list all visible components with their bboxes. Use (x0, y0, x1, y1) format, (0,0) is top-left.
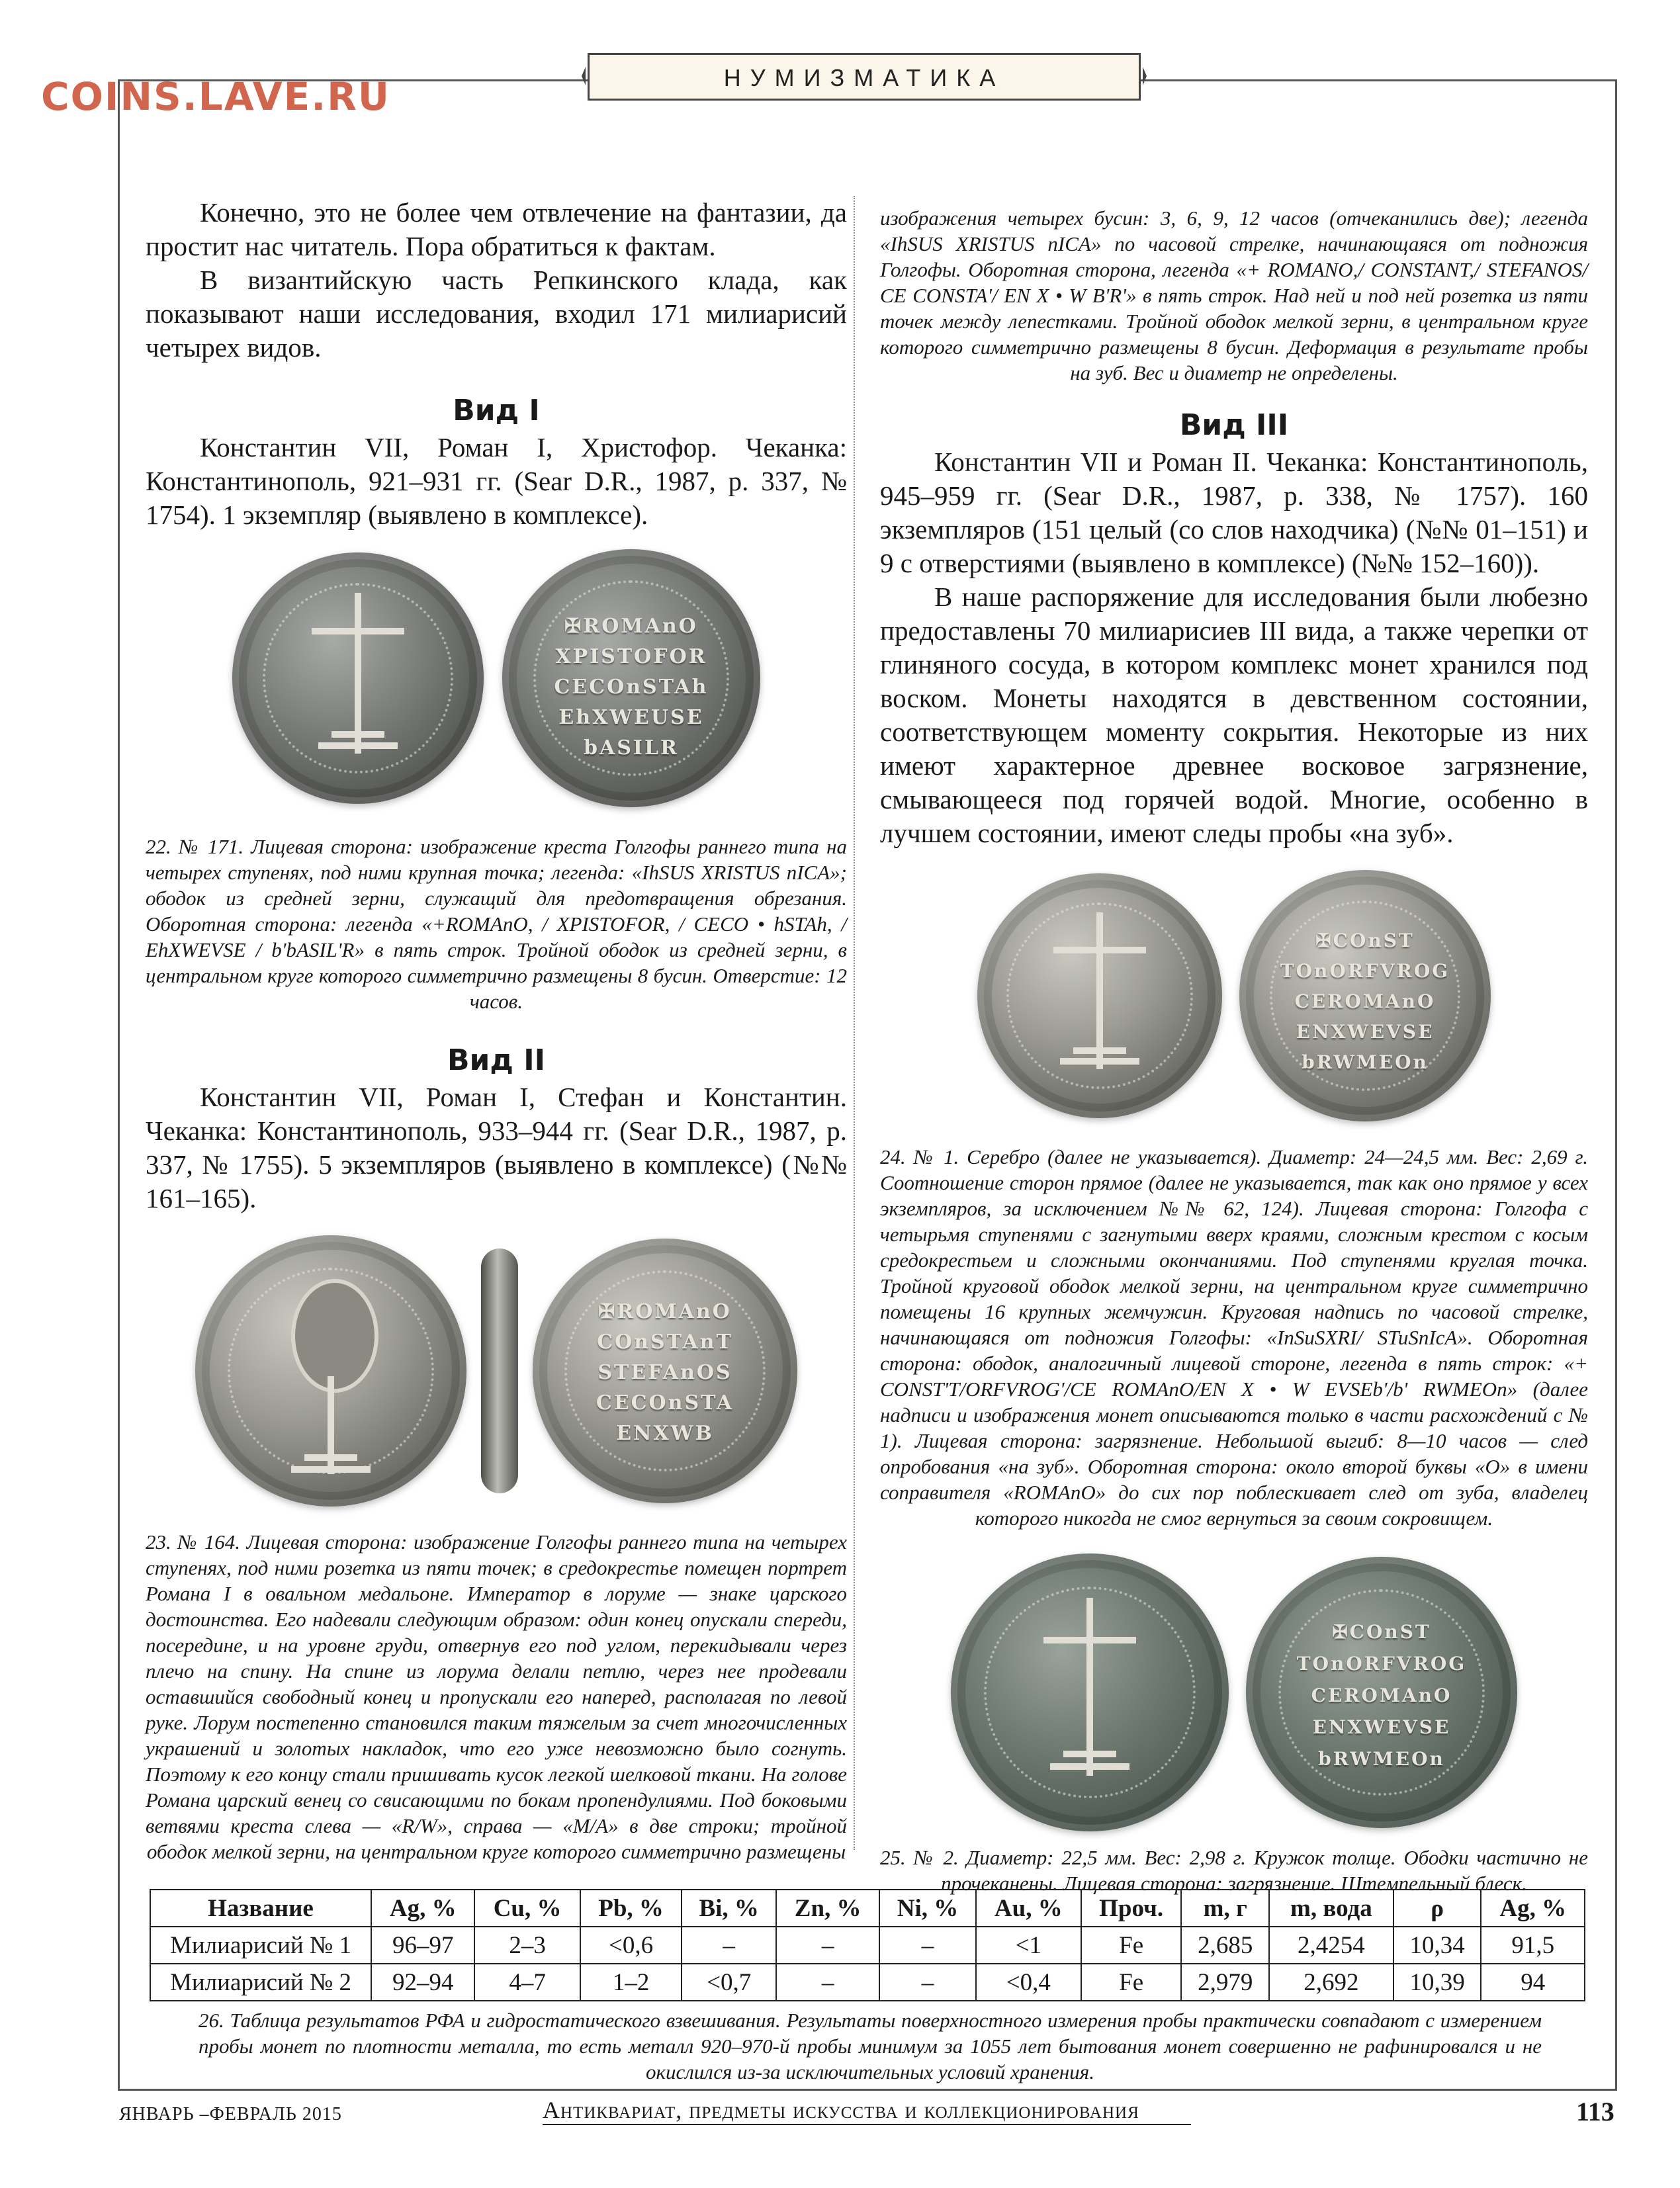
table-header: Cu, % (474, 1890, 580, 1927)
table-cell: <0,7 (682, 1964, 775, 2001)
figure-24-caption: 24. № 1. Серебро (далее не указывается). Диаметр: 24—24,5 мм. Вес: 2,69 г. Соотношение сторон прямое (далее не указывается, так как оно прямое у всех экземпляров, за исключением №№ 62, 124). Лицевая сторона: Голгофа с четырьмя ступенями с загнутыми вверх краями, сложным крестом с косым средокрестьем и сложными окончаниями. Под ступенями круглая точка. Тройной круговой ободок мелкой зерни, на центральном круге симметрично помещены 16 крупных жемчужин. Круговая надпись по часовой стрелке, начинающаяся от подножия Голгофы: «InSuSXRI/ STuSnIcA». Оборотная сторона: ободок, аналогичный лицевой стороне, легенда в пять строк: «+ CONST'T/ORFVROG'/CE ROMAnO/EN X • W EVSEb'/b' RWMEOn» (далее надписи и изображения монет описываются только в части расхождений с № 1). Лицевая сторона: загрязнение. Небольшой выгиб: 8—10 часов — след опробования «на зуб». Оборотная сторона: около второй буквы «O» в имени соправителя «ROMAnO» до сих пор поблескивает след от зуба, владелец которого никогда не смог вернуться за своим сокровищем. (880, 1145, 1588, 1530)
page-number: 113 (1576, 2097, 1614, 2126)
table-cell: – (776, 1927, 880, 1964)
table-cell: 2,692 (1269, 1964, 1393, 2001)
table-header: ρ (1393, 1890, 1481, 1927)
table-cell: <1 (976, 1927, 1081, 1964)
table-cell: 4–7 (474, 1964, 580, 2001)
column-divider (854, 196, 855, 1850)
coin-22-images (146, 549, 847, 807)
intro-paragraph-2: В византийскую часть Репкинского клада, как показывают наши исследования, входил 171 милиарисий четырех видов. (146, 265, 847, 363)
table-cell: Fe (1081, 1964, 1181, 2001)
table-header: Ag, % (371, 1890, 474, 1927)
table-cell: – (776, 1964, 880, 2001)
coin-23-reverse (533, 1239, 797, 1503)
table-cell: 94 (1481, 1964, 1585, 2001)
heading-type-2: Вид II (447, 1043, 545, 1077)
left-column (146, 196, 847, 1864)
table-cell: 96–97 (371, 1927, 474, 1964)
coin-25-reverse (1246, 1557, 1517, 1828)
table-header: Au, % (976, 1890, 1081, 1927)
issue-date: ЯНВАРЬ –ФЕВРАЛЬ 2015 (119, 2104, 342, 2124)
coin-24-reverse (1239, 870, 1491, 1121)
magazine-title: Антиквариат, предметы искусства и коллекционирования (543, 2097, 1139, 2123)
figure-23-caption: 23. № 164. Лицевая сторона: изображение Голгофы раннего типа на четырех ступенях, под ними розетка из пяти точек; в средокрестье помещен портрет Романа I в овальном медальоне. Император в лоруме — знаке царского достоинства. Его надевали следующим образом: один конец опускали спереди, посередине, и на уровне груди, отвернув его под углом, перекидывали через плечо на спину. На спине из лорума делали петлю, через нее продевали оставшийся свободный конец и пропускали его наперед, располагая по левой руке. Лорум постепенно становился таким тяжелым за счет многочисленных украшений и золотых накладок, что его уже невозможно было согнуть. Поэтому к его концу стали пришивать кусок легкой шелковой ткани. На голове Романа царский венец со свисающими по бокам пропендулиями. Под боковыми ветвями креста слева — «R/W», справа — «M/A» в две строки; тройной ободок мелкой зерни, на центральном круге которого симметрично размещены (146, 1530, 847, 1863)
table-row (150, 1964, 1585, 2001)
coin-23-legend: ✠ROMAnO COnSTAnT STEFAnOS CECOnSTA ENXWB (596, 1300, 734, 1445)
results-table (150, 1889, 1585, 2001)
table-header: Pb, % (580, 1890, 682, 1927)
coin-22-legend: ✠ROMAnO XPISTOFOR CECOnSTAh EhXWEUSE bASILR (554, 614, 709, 760)
table-row (150, 1927, 1585, 1964)
heading-type-3: Вид III (1179, 408, 1289, 442)
intro-paragraph-1: Конечно, это не более чем отвлечение на фантазии, да простит нас читатель. Пора обратиться к фактам. (146, 197, 847, 261)
table-cell: Милиарисий № 2 (150, 1964, 371, 2001)
table-header: Bi, % (682, 1890, 775, 1927)
coin-22-obverse (232, 552, 484, 804)
coin-22-reverse (502, 549, 760, 807)
type-3-description: Константин VII и Роман II. Чеканка: Константинополь, 945–959 гг. (Sear D.R., 1987, p. 338, № 1757). 160 экземпляров (151 целый (со слов находчика) (№№ 01–151) и 9 с отверстиями (выявлено в комплексе) (№№ 152–160)). (880, 447, 1588, 578)
section-tab (588, 53, 1141, 101)
table-cell: 2,4254 (1269, 1927, 1393, 1964)
coin-25-obverse (951, 1553, 1229, 1831)
table-cell: Fe (1081, 1927, 1181, 1964)
table-cell: 92–94 (371, 1964, 474, 2001)
table-cell: Милиарисий № 1 (150, 1927, 371, 1964)
figure-22-caption: 22. № 171. Лицевая сторона: изображение креста Голгофы раннего типа на четырех ступенях, под ними крупная точка; легенда: «IhSUS XRISTUS nICA»; ободок из средней зерни, служащий для предотвращения обрезания. Оборотная сторона: легенда «+ROMAnO, / XPISTOFOR, / CECO • hSTAh, / EhXWEVSE / b'bASIL'R» в пять строк. Тройной ободок из средней зерни, в центральном круге которого симметрично размещены 8 бусин. Отверстие: 12 часов. (146, 835, 847, 1013)
coin-23-obverse (195, 1235, 466, 1507)
table-cell: 10,34 (1393, 1927, 1481, 1964)
section-title: НУМИЗМАТИКА (723, 64, 1005, 91)
heading-type-1: Вид I (453, 394, 540, 427)
coin-23-edge (481, 1248, 518, 1493)
table-header: Проч. (1081, 1890, 1181, 1927)
table-cell: 10,39 (1393, 1964, 1481, 2001)
type-2-description: Константин VII, Роман I, Стефан и Константин. Чеканка: Константинополь, 933–944 гг. (Sear D.R., 1987, p. 337, № 1755). 5 экземпляров (выявлено в комплексе) (№№ 161–165). (146, 1082, 847, 1213)
type-1-description: Константин VII, Роман I, Христофор. Чеканка: Константинополь, 921–931 гг. (Sear D.R., 1987, p. 337, № 1754). 1 экземпляр (выявлено в комплексе). (146, 432, 847, 530)
table-cell: 1–2 (580, 1964, 682, 2001)
figure-23-caption-continued: изображения четырех бусин: 3, 6, 9, 12 часов (отчеканились две); легенда «IhSUS XRISTUS nICA» по часовой стрелке, начинающаяся от подножия Голгофы. Оборотная сторона, легенда «+ ROMANO,/ CONSTANT,/ STEFANOS/ CE CONSTA'/ EN X • W B'R'» в пять строк. Над ней и под ней розетка из пяти точек между лепестками. Тройной ободок мелкой зерни, в центральном круге которого симметрично размещены 8 бусин. Деформация в результате пробы на зуб. Вес и диаметр не определены. (880, 206, 1588, 384)
table-cell: <0,4 (976, 1964, 1081, 2001)
coin-24-obverse (977, 873, 1222, 1118)
table-header: Ni, % (879, 1890, 975, 1927)
type-3-paragraph: В наше распоряжение для исследования были любезно предоставлены 70 милиарисиев III вида, а также черепки от глиняного сосуда, в котором комплекс монет хранился под воском. Монеты находятся в девственном состоянии, соответствующем моменту сокрытия. Некоторые из них имеют характерное древнее восковое загрязнение, смывающееся под горячей водой. Многие, особенно в лучшем состоянии, имеют следы пробы «на зуб». (880, 582, 1588, 848)
right-column (880, 205, 1588, 1896)
table-header-row (150, 1890, 1585, 1927)
table-header: Ag, % (1481, 1890, 1585, 1927)
table-cell: – (682, 1927, 775, 1964)
figure-26-caption: 26. Таблица результатов РФА и гидростатического взвешивания. Результаты поверхностного измерения пробы практически совпадают с измерением пробы монет по плотности металла, то есть металл 920–970-й пробы минимум за 1055 лет бытования монет совершенно не рафинировался и не окислился из-за исключительных условий хранения. (199, 2009, 1542, 2083)
table-cell: 2,685 (1181, 1927, 1269, 1964)
footer-rule (543, 2124, 1191, 2125)
table-header: Название (150, 1890, 371, 1927)
watermark: COINS.LAVE.RU (41, 74, 391, 119)
table-cell: 2–3 (474, 1927, 580, 1964)
table-cell: 2,979 (1181, 1964, 1269, 2001)
coin-24-legend: ✠COnST TOnORFVROG CEROMAnO ENXWEVSE bRWMEOn (1280, 929, 1450, 1073)
table-cell: <0,6 (580, 1927, 682, 1964)
table-header: Zn, % (776, 1890, 880, 1927)
coin-24-images (880, 870, 1588, 1121)
coin-25-images (880, 1553, 1588, 1831)
table-cell: – (879, 1927, 975, 1964)
table-header: m, г (1181, 1890, 1269, 1927)
table-header: m, вода (1269, 1890, 1393, 1927)
emperor-portrait-icon (291, 1279, 378, 1393)
coin-25-legend: ✠COnST TOnORFVROG CEROMAnO ENXWEVSE bRWMEOn (1296, 1621, 1467, 1771)
coin-23-images (146, 1235, 847, 1507)
table-cell: 91,5 (1481, 1927, 1585, 1964)
table-cell: – (879, 1964, 975, 2001)
figure-25-caption: 25. № 2. Диаметр: 22,5 мм. Вес: 2,98 г. Кружок толще. Ободки частично не прочеканены. Лицевая сторона: загрязнение. Штемпельный блеск. (880, 1846, 1588, 1895)
